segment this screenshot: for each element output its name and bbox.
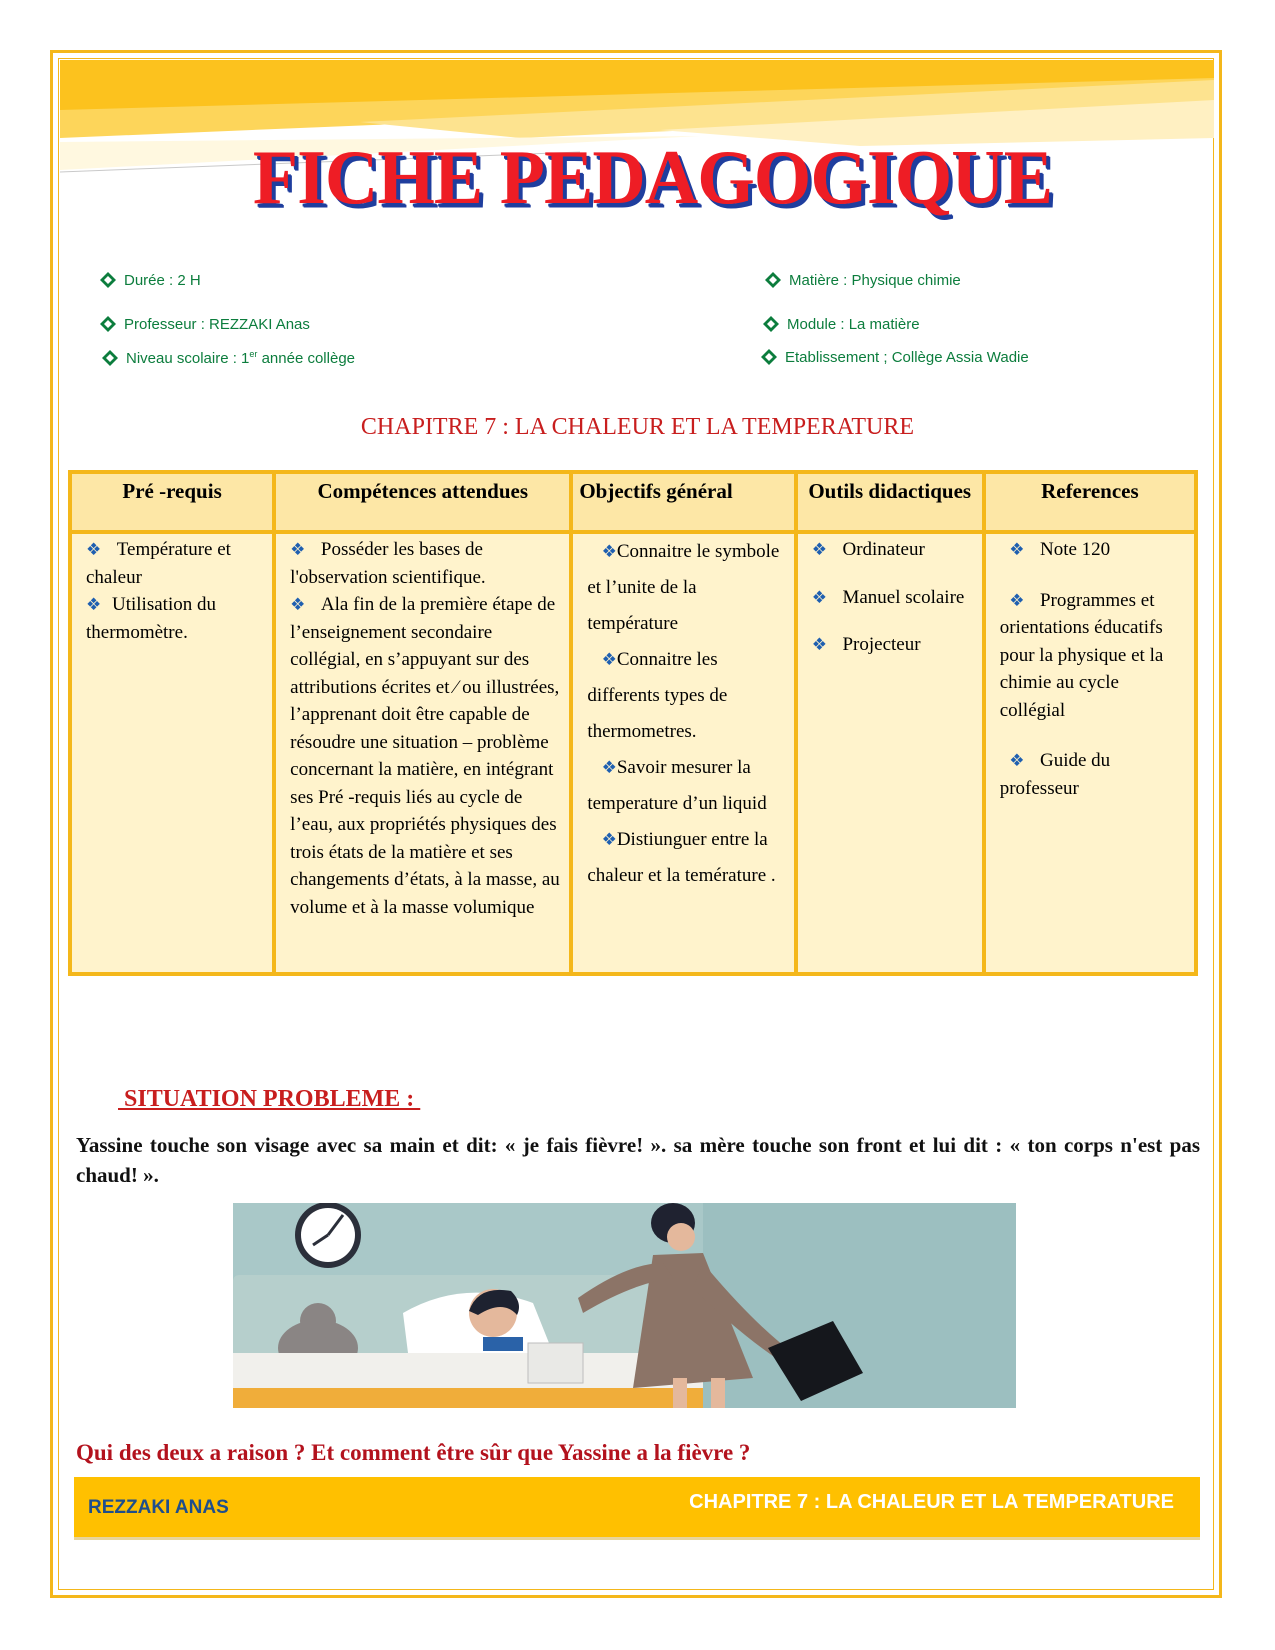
- diamond-bullet-icon: [763, 316, 779, 332]
- situation-label: SITUATION PROBLEME :: [118, 1086, 421, 1112]
- info-module: Module : La matière: [763, 316, 920, 333]
- cell-references: [984, 532, 1196, 974]
- list-item: ❖ Projecteur: [811, 634, 921, 655]
- diamond-bullet-icon: [765, 272, 781, 288]
- header-outils: Outils didactiques: [796, 472, 984, 532]
- list-item: ❖ Programmes et orientations éducatifs pour la physique et la chimie au cycle collégial: [999, 589, 1164, 721]
- cell-prerequis: [70, 532, 274, 974]
- diamond-bullet-icon: [100, 272, 116, 288]
- diamond-bullet-icon: ❖: [86, 540, 102, 559]
- list-item: ❖ Note 120: [1009, 539, 1111, 560]
- cell-outils: [796, 532, 984, 974]
- list-item: ❖ Température et chaleur: [86, 539, 231, 588]
- diamond-bullet-icon: ❖: [601, 758, 617, 777]
- footer-author: REZZAKI ANAS: [88, 1497, 229, 1518]
- diamond-bullet-icon: ❖: [290, 595, 306, 614]
- diamond-bullet-icon: ❖: [1009, 540, 1025, 559]
- page-title: FICHE PEDAGOGIQUE: [252, 134, 1053, 222]
- diamond-bullet-icon: [100, 316, 116, 332]
- footer-chapter: CHAPITRE 7 : LA CHALEUR ET LA TEMPERATURE: [689, 1491, 1174, 1513]
- diamond-bullet-icon: ❖: [601, 542, 617, 561]
- table-header-row: [70, 472, 1196, 532]
- table-row: [70, 532, 1196, 974]
- info-matiere: Matière : Physique chimie: [765, 272, 961, 289]
- diamond-bullet-icon: ❖: [86, 595, 102, 614]
- header-objectifs: Objectifs général: [571, 472, 795, 532]
- problem-question: Qui des deux a raison ? Et comment être sûr que Yassine a la fièvre ?: [76, 1440, 751, 1465]
- info-etablissement: Etablissement ; Collège Assia Wadie: [761, 349, 1029, 366]
- diamond-bullet-icon: ❖: [1009, 751, 1025, 770]
- diamond-bullet-icon: ❖: [601, 650, 617, 669]
- header-competences: Compétences attendues: [274, 472, 571, 532]
- info-niveau: Niveau scolaire : 1er année collège: [102, 349, 355, 367]
- list-item: ❖ Manuel scolaire: [811, 586, 965, 608]
- list-item: ❖Savoir mesurer la temperature d’un liquid: [587, 757, 767, 814]
- diamond-bullet-icon: ❖: [601, 830, 617, 849]
- fever-illustration: [233, 1203, 1016, 1408]
- list-item: ❖ Utilisation du thermomètre.: [86, 594, 216, 643]
- situation-text: Yassine touche son visage avec sa main et dit: « je fais fièvre! ». sa mère touche son front et lui dit : « ton corps n'est pas chaud! ».: [76, 1133, 1200, 1187]
- diamond-bullet-icon: ❖: [811, 587, 827, 607]
- diamond-bullet-icon: [102, 350, 118, 366]
- page-footer: [74, 1477, 1200, 1537]
- cell-objectifs: [571, 532, 795, 974]
- diamond-bullet-icon: ❖: [811, 540, 827, 559]
- list-item: ❖ Posséder les bases de l'observation scientifique.: [290, 539, 486, 588]
- info-professeur: Professeur : REZZAKI Anas: [100, 316, 310, 333]
- pedagogical-table: [68, 470, 1198, 976]
- diamond-bullet-icon: ❖: [1009, 590, 1025, 610]
- list-item: ❖ Guide du professeur: [999, 750, 1111, 799]
- header-prerequis: Pré -requis: [70, 472, 274, 532]
- info-duree: Durée : 2 H: [100, 272, 201, 289]
- list-item: ❖Distiunguer entre la chaleur et la temérature .: [587, 829, 776, 886]
- diamond-bullet-icon: ❖: [290, 540, 306, 559]
- list-item: ❖Connaitre les differents types de thermometres.: [587, 649, 728, 742]
- list-item: ❖ Ala fin de la première étape de l’enseignement secondaire collégial, en s’appuyant sur des attributions écrites et ⁄ ou illustrées, l’apprenant doit être capable de résoudre une situation – problème concernant la matière, en intégrant ses Pré -requis liés au cycle de l’eau, aux propriétés physiques des trois états de la matière et ses changements d’états, à la masse, au volume et à la masse volumique: [290, 594, 560, 918]
- list-item: ❖ Ordinateur: [811, 539, 925, 560]
- list-item: ❖Connaitre le symbole et l’unite de la température: [587, 541, 780, 634]
- chapter-title: CHAPITRE 7 : LA CHALEUR ET LA TEMPERATURE: [360, 414, 915, 440]
- cell-competences: [274, 532, 571, 974]
- header-references: References: [984, 472, 1196, 532]
- diamond-bullet-icon: [761, 349, 777, 365]
- diamond-bullet-icon: ❖: [811, 635, 827, 654]
